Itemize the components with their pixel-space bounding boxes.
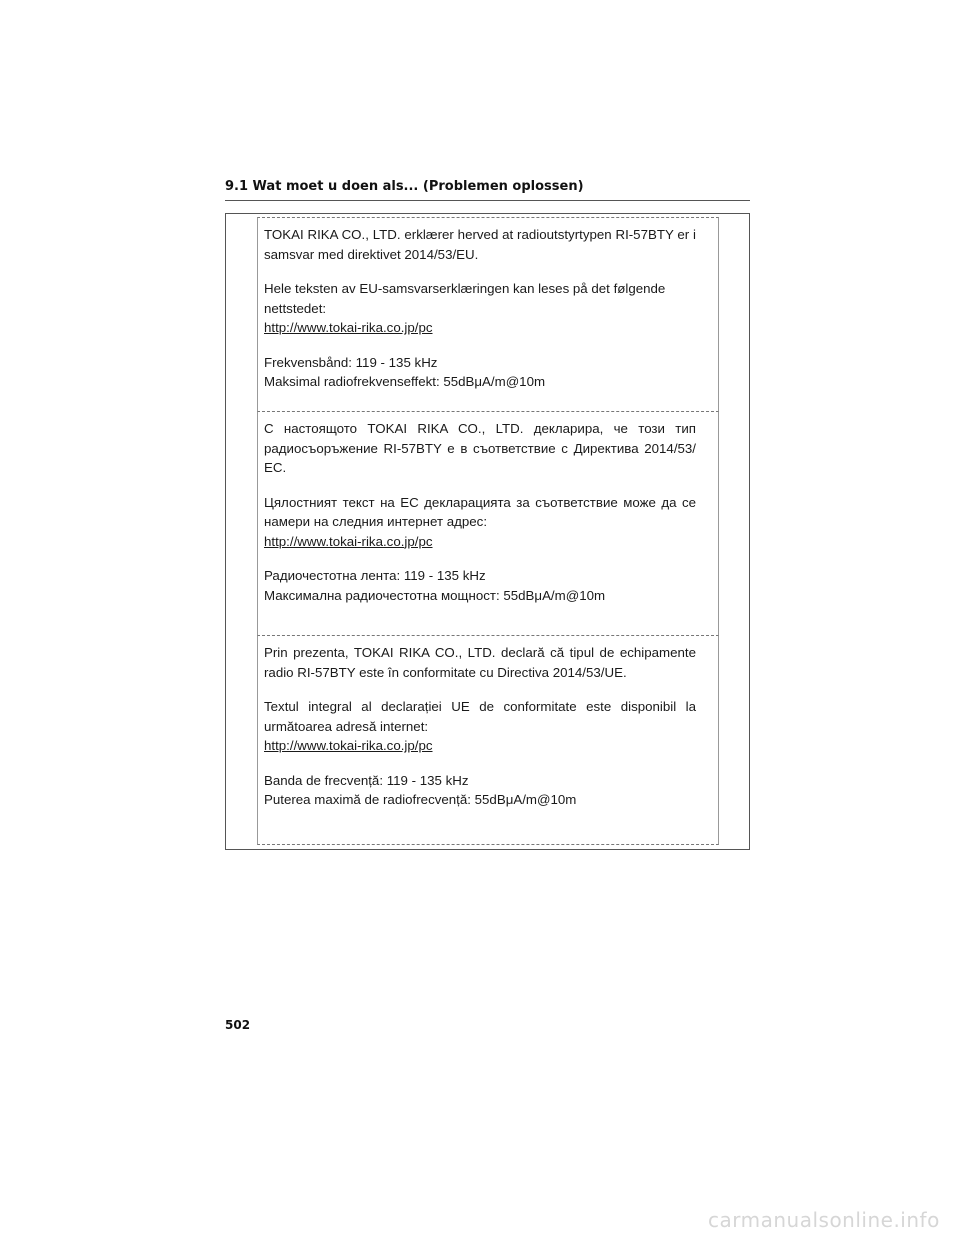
declaration-full-text-info: Textul integral al declarației UE de conformitate este disponibil la următoarea adresă internet:	[264, 699, 696, 734]
declaration-statement: TOKAI RIKA CO., LTD. erklærer herved at radioutstyrtypen RI-57BTY er i samsvar med direktivet 2014/53/EU.	[264, 227, 696, 262]
max-power: Максимална радиочестотна мощност: 55dBμA/m@10m	[264, 587, 606, 603]
declaration-box-norwegian	[257, 217, 719, 411]
site-watermark: carmanualsonline.info	[708, 1208, 940, 1232]
declaration-statement: С настоящото TOKAI RIKA CO., LTD. декларира, че този тип радиосъоръжение RI-57BTY е в съответствие с Директива 2014/53/ЕС.	[264, 421, 696, 475]
page-number: 502	[225, 1018, 251, 1032]
frequency-band: Banda de frecvență: 119 - 135 kHz	[264, 772, 469, 788]
declaration-full-text-info: Цялостният текст на ЕС декларацията за съответствие може да се намери на следния интернет адрес:	[264, 494, 696, 529]
max-power: Puterea maximă de radiofrecvență: 55dBμA/m@10m	[264, 792, 577, 807]
section-title: 9.1 Wat moet u doen als... (Problemen oplossen)	[225, 179, 584, 194]
declaration-url-link[interactable]: http://www.tokai-rika.co.jp/pc	[264, 738, 433, 753]
max-power: Maksimal radiofrekvenseffekt: 55dBμA/m@10m	[264, 374, 546, 389]
declaration-url-link[interactable]: http://www.tokai-rika.co.jp/pc	[264, 320, 433, 335]
section-header	[225, 177, 750, 201]
declaration-full-text-info: Hele teksten av EU-samsvarserklæringen kan leses på det følgende nettstedet:	[264, 281, 666, 316]
frequency-band: Frekvensbånd: 119 - 135 kHz	[264, 354, 438, 370]
declaration-box-romanian	[257, 635, 719, 845]
declaration-statement: Prin prezenta, TOKAI RIKA CO., LTD. declară că tipul de echipamente radio RI-57BTY este în conformitate cu Directiva 2014/53/UE.	[264, 645, 696, 680]
declaration-url-link[interactable]: http://www.tokai-rika.co.jp/pc	[264, 533, 433, 549]
frequency-band: Радиочестотна лента: 119 - 135 kHz	[264, 568, 486, 583]
declaration-box-bulgarian	[257, 411, 719, 635]
